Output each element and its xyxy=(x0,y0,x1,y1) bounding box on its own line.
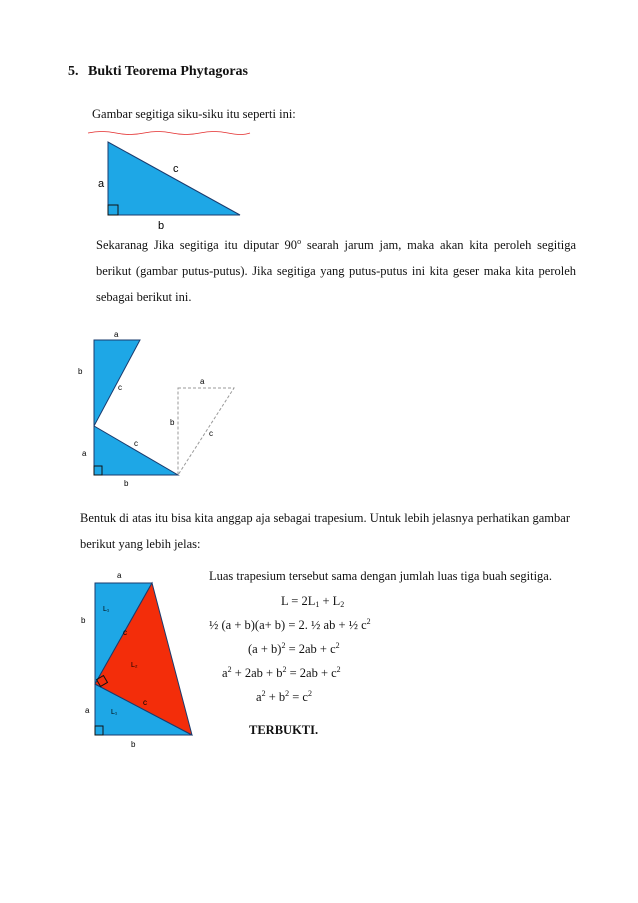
figure-trapezoid xyxy=(75,567,200,752)
label-c-upper: c xyxy=(118,383,122,392)
label-b: b xyxy=(158,220,165,232)
dashed-triangle xyxy=(178,388,234,475)
label-b-dashed: b xyxy=(170,418,175,427)
label-a: a xyxy=(98,178,105,190)
section-title: Bukti Teorema Phytagoras xyxy=(88,64,248,79)
section-number: 5. xyxy=(68,64,79,79)
label-a-left: a xyxy=(85,706,90,715)
conclusion-text: TERBUKTI. xyxy=(249,723,319,737)
label-a-top: a xyxy=(117,571,122,580)
label-c: c xyxy=(173,163,179,175)
proof-statement: Luas trapesium tersebut sama dengan jumlah luas tiga buah segitiga. xyxy=(209,569,552,583)
equation-4: $a^2 + 2ab + b^2 = 2ab + c^2$ xyxy=(222,665,341,680)
label-a-dashed: a xyxy=(200,377,205,386)
label-c-lower: c xyxy=(134,439,138,448)
section-heading xyxy=(68,64,248,80)
equation-3: $(a + b)^2 = 2ab + c^2$ xyxy=(248,641,340,656)
equation-1: $L = 2L_1 + L_2$ xyxy=(281,594,345,609)
label-L2: L₂ xyxy=(131,662,138,669)
label-b-left: b xyxy=(81,616,86,625)
upper-triangle xyxy=(94,340,140,426)
label-L1-bottom: L₁ xyxy=(111,709,118,716)
lower-triangle xyxy=(94,426,178,475)
equation-2: ½ (a + b)(a+ b) = 2. ½ ab + ½ $c^2$ xyxy=(209,617,371,632)
figure-rotated-triangles xyxy=(70,328,250,493)
spellcheck-underline xyxy=(88,132,250,135)
label-b-bottom: b xyxy=(124,479,129,488)
label-b-bottom: b xyxy=(131,740,136,749)
equation-5: $a^2 + b^2 = c^2$ xyxy=(256,689,312,704)
label-c-upper: c xyxy=(123,628,127,637)
label-b-left: b xyxy=(78,367,83,376)
intro-text: Gambar segitiga siku-siku itu seperti ini: xyxy=(92,107,296,121)
label-c-lower: c xyxy=(143,698,147,707)
figure-right-triangle xyxy=(80,125,260,232)
paragraph-trapezoid: Bentuk di atas itu bisa kita anggap aja sebagai trapesium. Untuk lebih jelasnya perhatikan gambar berikut yang lebih jelas: xyxy=(80,511,570,551)
label-c-dashed: c xyxy=(209,429,213,438)
right-triangle xyxy=(108,142,240,215)
label-L1-top: L₁ xyxy=(103,606,110,613)
label-a-left: a xyxy=(82,449,87,458)
label-a-top: a xyxy=(114,330,119,339)
paragraph-rotation: Sekaranag Jika segitiga itu diputar 90$^o$ searah jarum jam, maka akan kita peroleh segitiga berikut (gambar putus-putus). Jika segitiga yang putus-putus ini kita geser maka kita peroleh sebagai berikut ini. xyxy=(96,237,576,304)
